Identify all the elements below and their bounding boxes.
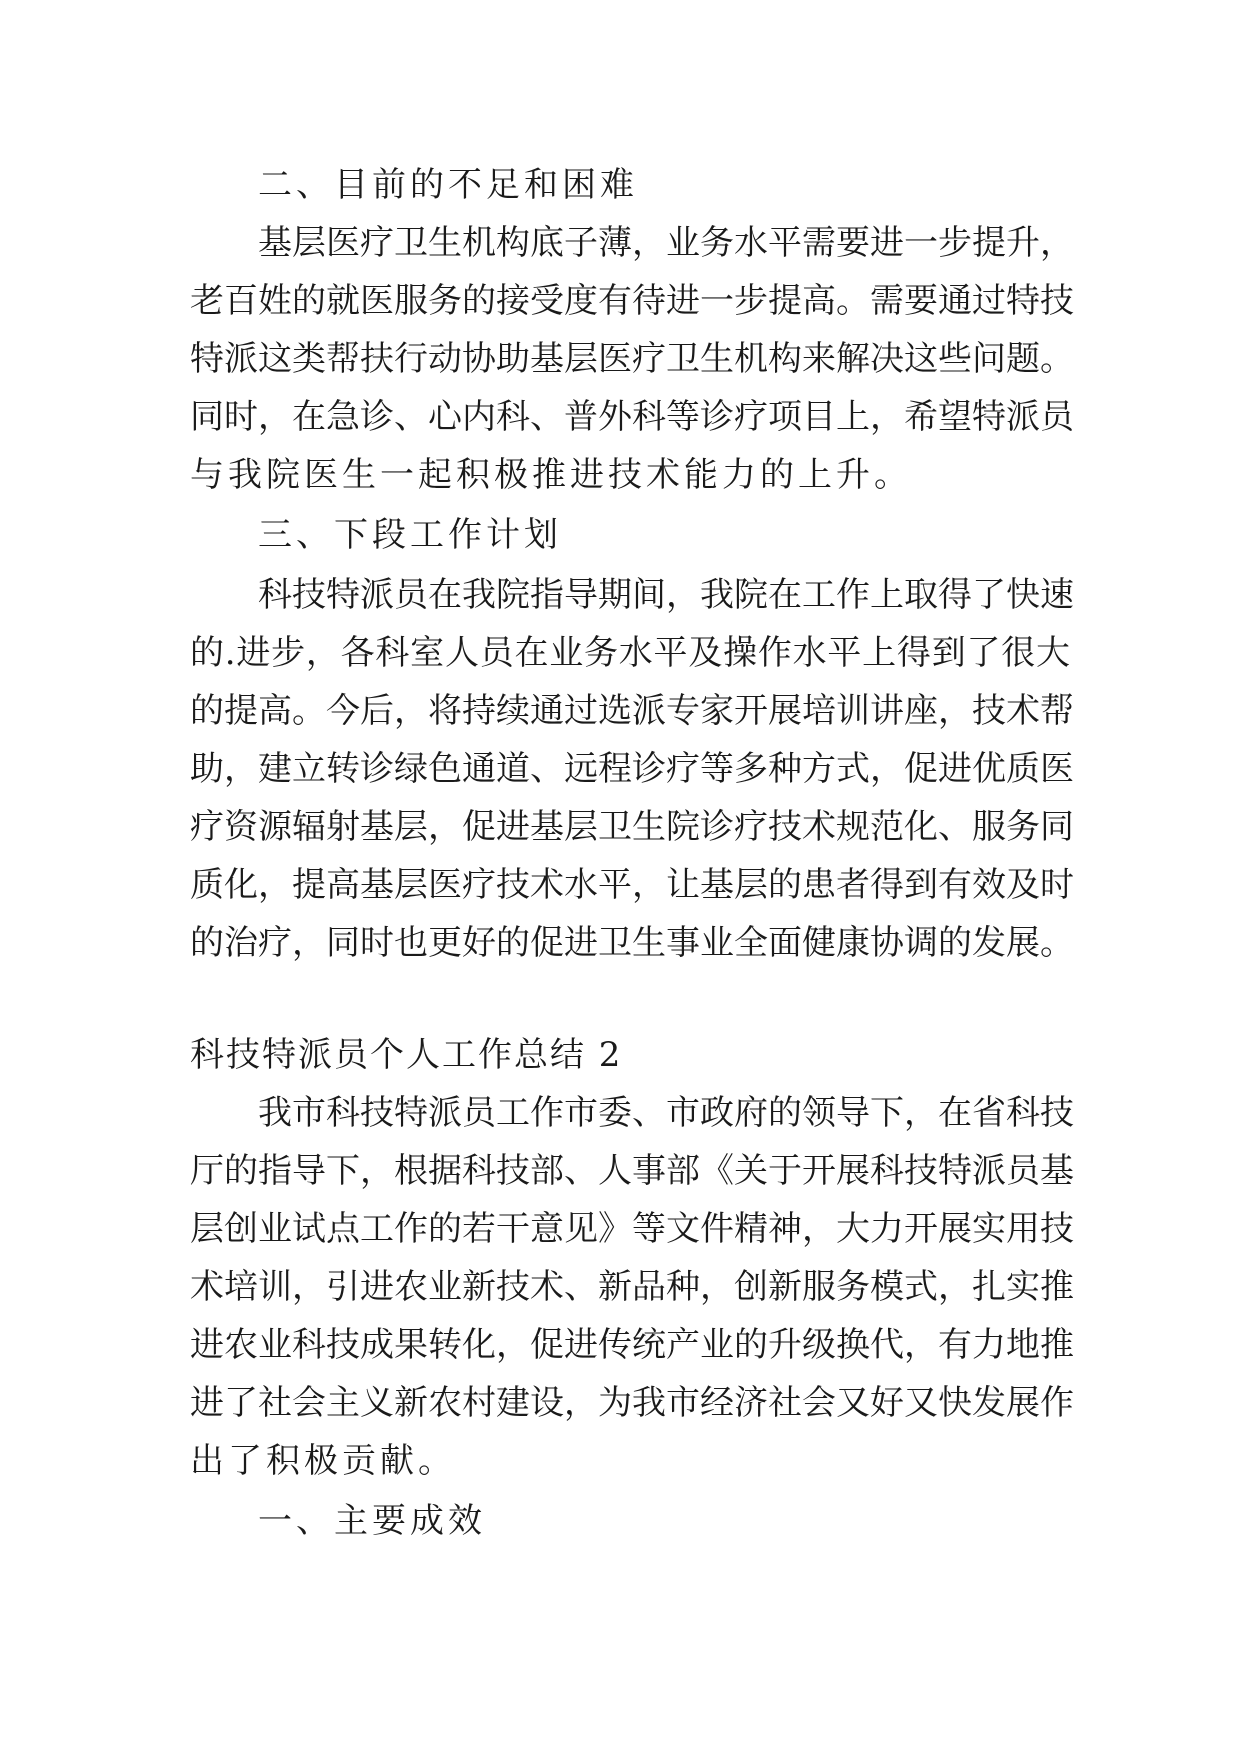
section-heading-deficiencies: 二、目前的不足和困难 [258, 165, 638, 205]
paragraph-line: 的治疗，同时也更好的促进卫生事业全面健康协调的发展。 [190, 923, 1074, 963]
document-title: 科技特派员个人工作总结 2 [190, 1035, 623, 1075]
paragraph-line: 我市科技特派员工作市委、市政府的领导下，在省科技 [258, 1093, 1074, 1133]
section-heading-next-plan: 三、下段工作计划 [258, 515, 562, 555]
paragraph-line: 质化，提高基层医疗技术水平，让基层的患者得到有效及时 [190, 865, 1074, 905]
paragraph-line: 出了积极贡献。 [190, 1441, 456, 1481]
paragraph-line: 老百姓的就医服务的接受度有待进一步提高。需要通过特技 [190, 281, 1074, 321]
paragraph-line: 层创业试点工作的若干意见》等文件精神，大力开展实用技 [190, 1209, 1074, 1249]
paragraph-line: 疗资源辐射基层，促进基层卫生院诊疗技术规范化、服务同 [190, 807, 1074, 847]
paragraph-line: 基层医疗卫生机构底子薄，业务水平需要进一步提升， [258, 223, 1074, 263]
paragraph-line: 助，建立转诊绿色通道、远程诊疗等多种方式，促进优质医 [190, 749, 1074, 789]
paragraph-line: 的提高。今后，将持续通过选派专家开展培训讲座，技术帮 [190, 691, 1074, 731]
paragraph-line: 同时，在急诊、心内科、普外科等诊疗项目上，希望特派员 [190, 397, 1074, 437]
paragraph-line: 术培训，引进农业新技术、新品种，创新服务模式，扎实推 [190, 1267, 1074, 1307]
paragraph-line: 进农业科技成果转化，促进传统产业的升级换代，有力地推 [190, 1325, 1074, 1365]
paragraph-line: 厅的指导下，根据科技部、人事部《关于开展科技特派员基 [190, 1151, 1074, 1191]
paragraph-line: 与我院医生一起积极推进技术能力的上升。 [190, 455, 912, 495]
section-heading-main-results: 一、主要成效 [258, 1501, 486, 1541]
paragraph-line: 进了社会主义新农村建设，为我市经济社会又好又快发展作 [190, 1383, 1074, 1423]
paragraph-line: 特派这类帮扶行动协助基层医疗卫生机构来解决这些问题。 [190, 339, 1074, 379]
paragraph-line: 科技特派员在我院指导期间，我院在工作上取得了快速 [258, 575, 1074, 615]
paragraph-line: 的.进步，各科室人员在业务水平及操作水平上得到了很大 [190, 633, 1070, 673]
